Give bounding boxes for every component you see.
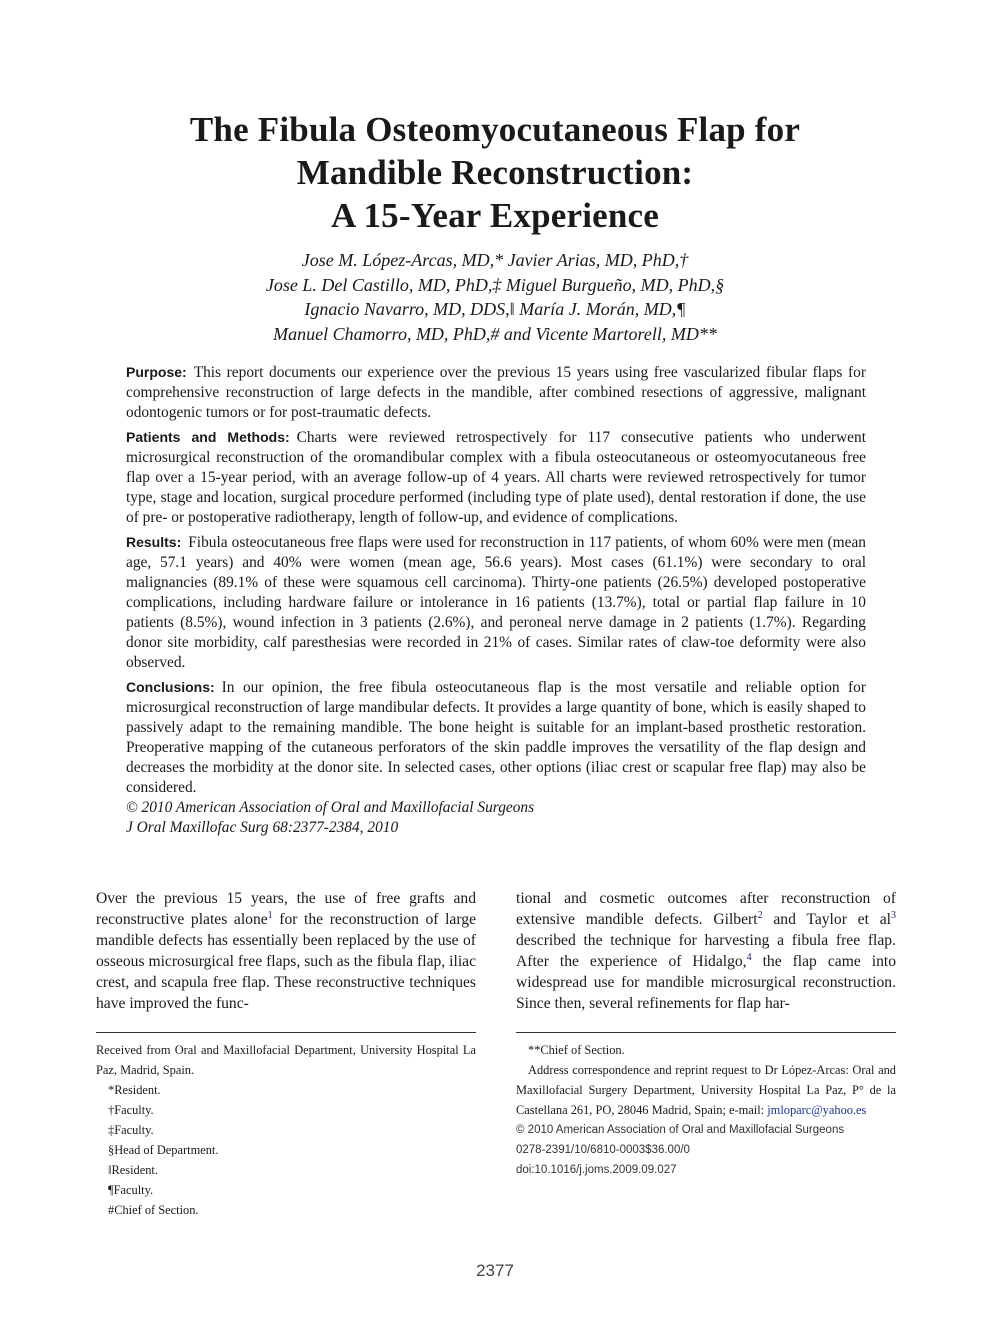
email-link[interactable]: jmloparc@yahoo.es [767,1103,867,1117]
body-right-text-d: the flap came into widespread use for mandible microsurgical reconstruction. Since then, several refinements for flap har- [516,953,896,1012]
purpose-text: This report documents our experience over the previous 15 years using free vascularized fibular flaps for comprehensive reconstruction of large defects in the mandible, after combined resections of aggressive, malignant odontogenic tumors or for post-traumatic defects. [126,364,866,421]
author-line-2: Jose L. Del Castillo, MD, PhD,‡ Miguel Burgueño, MD, PhD,§ [265,274,725,295]
abstract-copyright: © 2010 American Association of Oral and Maxillofacial Surgeons [126,799,535,816]
purpose-label: Purpose: [126,364,187,380]
body-right-text-c: described the technique for harvesting a fibula free flap. After the experience of Hidalgo, [516,932,896,970]
reference-1-link[interactable]: 1 [267,909,273,921]
body-column-right [516,888,896,1014]
reference-2-link[interactable]: 2 [757,909,763,921]
address-text: Address correspondence and reprint request to Dr López-Arcas: Oral and Maxillofacial Surgery Department, University Hospital La Paz, P° de la Castellana 261, PO, 28046 Madrid, Spain; e-mail: [516,1063,896,1117]
footnote-affiliation: ¶Faculty. [108,1183,154,1197]
body-left-text-b: for the reconstruction of large mandible defects has essentially been replaced by the use of osseous microsurgical free flaps, such as the fibula flap, iliac crest, and scapula free flap. These reconstructive techniques have improved the func- [96,911,476,1012]
reference-3-link[interactable]: 3 [891,909,896,921]
body-column-left [96,888,476,1014]
abstract-methods [126,427,866,528]
author-line-1: Jose M. López-Arcas, MD,* Javier Arias, MD, PhD,† [301,250,689,270]
footnote-received: Received from Oral and Maxillofacial Department, University Hospital La Paz, Madrid, Spain. [96,1043,476,1077]
footnote-doi[interactable]: doi:10.1016/j.joms.2009.09.027 [516,1164,677,1176]
title-line-3: A 15-Year Experience [330,196,659,235]
author-line-4: Manuel Chamorro, MD, PhD,# and Vicente Martorell, MD** [273,323,717,344]
author-list [0,248,990,346]
abstract-purpose [126,362,866,423]
body-right-text-a: tional and cosmetic outcomes after reconstruction of extensive mandible defects. Gilbert [516,890,896,928]
methods-label: Patients and Methods: [126,429,290,445]
author-line-3: Ignacio Navarro, MD, DDS,‖ María J. Morán, MD,¶ [304,299,686,319]
body-right-text-b: and Taylor et al [762,911,891,928]
title-line-1: The Fibula Osteomyocutaneous Flap for [189,110,801,149]
results-label: Results: [126,534,182,550]
footnote-divider-right [516,1032,896,1033]
footnote-chief: **Chief of Section. [528,1043,625,1057]
footnote-issn: 0278-2391/10/6810-0003$36.00/0 [516,1144,690,1156]
abstract-results [126,532,866,673]
footnote-affiliation: ‡Faculty. [108,1123,154,1137]
abstract-citation: J Oral Maxillofac Surg 68:2377-2384, 2010 [126,819,399,836]
footnote-address [516,1060,896,1120]
footnote-copyright: © 2010 American Association of Oral and Maxillofacial Surgeons [516,1124,845,1136]
title-line-2: Mandible Reconstruction: [296,153,694,192]
footnote-divider-left [96,1032,476,1033]
footnote-affiliation: ‖Resident. [108,1163,158,1177]
methods-text: Charts were reviewed retrospectively for 117 consecutive patients who underwent microsurgical reconstruction of the oromandibular complex with a fibula osteocutaneous or osteomyocutaneous free flap over a 15-year period, with an average follow-up of 4 years. All charts were reviewed retrospectively for tumor type, stage and location, surgical procedure performed (including type of plate used), dental restoration if done, the use of pre- or postoperative radiotherapy, length of follow-up, and evidence of complications. [126,429,866,526]
footnote-affiliation: §Head of Department. [108,1143,219,1157]
article-title [0,108,990,237]
conclusions-text: In our opinion, the free fibula osteocutaneous flap is the most versatile and reliable option for microsurgical reconstruction of large mandibular defects. It provides a large quantity of bone, which is easily shaped to passively adapt to the remaining mandible. The bone height is suitable for an implant-based prosthetic restoration. Preoperative mapping of the cutaneous perforators of the skin paddle improves the versatility of the flap design and decreases the morbidity at the donor site. In selected cases, other options (iliac crest or scapular free flap) may also be considered. [126,679,866,796]
body-left-text-a: Over the previous 15 years, the use of free grafts and reconstructive plates alone [96,890,476,928]
conclusions-label: Conclusions: [126,679,215,695]
footnote-affiliation: *Resident. [108,1083,161,1097]
reference-4-link[interactable]: 4 [746,951,752,963]
abstract [126,362,866,838]
footnote-affiliation: †Faculty. [108,1103,154,1117]
footnote-affiliation: #Chief of Section. [108,1203,199,1217]
footnotes-right [516,1040,896,1180]
page-number: 2377 [476,1261,514,1280]
footnotes-left [96,1040,476,1220]
abstract-conclusions [126,677,866,798]
results-text: Fibula osteocutaneous free flaps were used for reconstruction in 117 patients, of whom 60% were men (mean age, 57.1 years) and 40% were women (mean age, 56.6 years). Most cases (61.1%) were secondary to oral malignancies (89.1% of these were squamous cell carcinoma). Thirty-one patients (26.5%) developed postoperative complications, including hardware failure or intolerance in 16 patients (13.7%), total or partial flap failure in 10 patients (8.5%), wound infection in 3 patients (2.6%), and peroneal nerve damage in 2 patients (1.7%). Regarding donor site morbidity, calf paresthesias were recorded in 21% of cases. Similar rates of claw-toe deformity were also observed. [126,534,866,671]
